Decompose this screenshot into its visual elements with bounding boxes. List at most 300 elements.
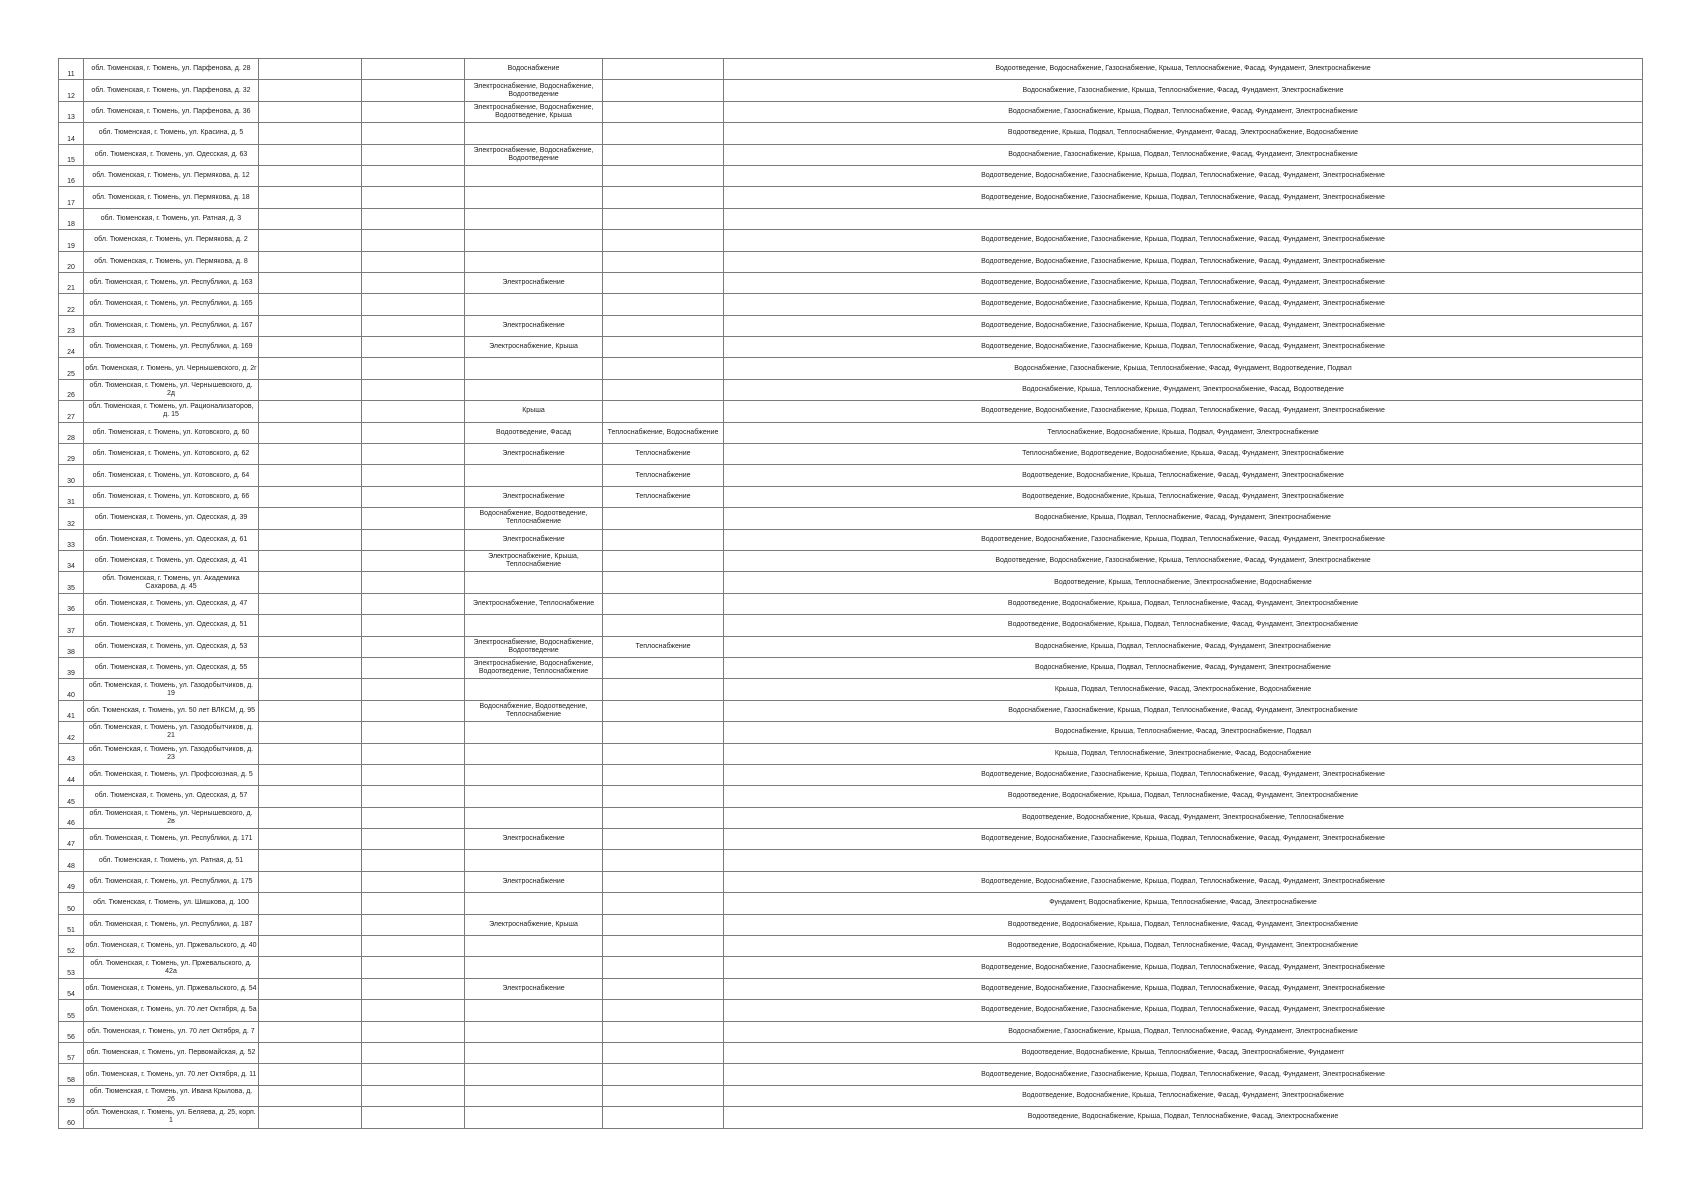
row-number-cell: 18 <box>59 208 84 229</box>
empty-cell <box>259 850 362 871</box>
works-extra-cell <box>603 230 724 251</box>
row-number-cell: 22 <box>59 294 84 315</box>
empty-cell <box>362 764 465 785</box>
works-cell: Электроснабжение <box>465 529 603 550</box>
row-number-cell: 59 <box>59 1085 84 1106</box>
empty-cell <box>362 829 465 850</box>
row-number-cell: 46 <box>59 807 84 828</box>
empty-cell <box>362 657 465 678</box>
empty-cell <box>259 957 362 978</box>
empty-cell <box>259 208 362 229</box>
table-row <box>59 1085 1643 1106</box>
elements-cell: Водоотведение, Водоснабжение, Газоснабжение, Крыша, Подвал, Теплоснабжение, Фасад, Фундамент, Электроснабжение <box>724 978 1643 999</box>
works-cell <box>465 465 603 486</box>
works-extra-cell <box>603 123 724 144</box>
works-extra-cell <box>603 208 724 229</box>
works-extra-cell <box>603 893 724 914</box>
works-extra-cell <box>603 59 724 80</box>
table-row <box>59 379 1643 400</box>
works-extra-cell <box>603 850 724 871</box>
works-cell <box>465 294 603 315</box>
elements-cell: Водоснабжение, Крыша, Подвал, Теплоснабжение, Фасад, Фундамент, Электроснабжение <box>724 636 1643 657</box>
table-row <box>59 165 1643 186</box>
empty-cell <box>362 1021 465 1042</box>
elements-cell: Водоотведение, Водоснабжение, Газоснабжение, Крыша, Подвал, Теплоснабжение, Фасад, Фундамент, Электроснабжение <box>724 529 1643 550</box>
works-cell: Электроснабжение, Водоснабжение, Водоотведение, Теплоснабжение <box>465 657 603 678</box>
works-extra-cell <box>603 272 724 293</box>
table-row <box>59 871 1643 892</box>
address-cell: обл. Тюменская, г. Тюмень, ул. Парфенова, д. 28 <box>84 59 259 80</box>
table-row <box>59 208 1643 229</box>
works-extra-cell <box>603 294 724 315</box>
address-cell: обл. Тюменская, г. Тюмень, ул. Пржевальского, д. 54 <box>84 978 259 999</box>
elements-cell: Теплоснабжение, Водоотведение, Водоснабжение, Крыша, Фасад, Фундамент, Электроснабжение <box>724 444 1643 465</box>
table-row <box>59 422 1643 443</box>
works-extra-cell <box>603 679 724 700</box>
row-number-cell: 19 <box>59 230 84 251</box>
table-row <box>59 315 1643 336</box>
elements-cell: Водоотведение, Водоснабжение, Газоснабжение, Крыша, Подвал, Теплоснабжение, Фасад, Фундамент, Электроснабжение <box>724 401 1643 422</box>
address-cell: обл. Тюменская, г. Тюмень, ул. Республики, д. 169 <box>84 337 259 358</box>
address-cell: обл. Тюменская, г. Тюмень, ул. Республики, д. 175 <box>84 871 259 892</box>
table-row <box>59 764 1643 785</box>
empty-cell <box>362 272 465 293</box>
address-cell: обл. Тюменская, г. Тюмень, ул. Пермякова, д. 8 <box>84 251 259 272</box>
elements-cell: Водоотведение, Водоснабжение, Газоснабжение, Крыша, Подвал, Теплоснабжение, Фасад, Фундамент, Электроснабжение <box>724 337 1643 358</box>
empty-cell <box>259 615 362 636</box>
elements-cell: Водоотведение, Водоснабжение, Газоснабжение, Крыша, Подвал, Теплоснабжение, Фасад, Фундамент, Электроснабжение <box>724 871 1643 892</box>
address-cell: обл. Тюменская, г. Тюмень, ул. Академика Сахарова, д. 45 <box>84 572 259 593</box>
works-extra-cell <box>603 251 724 272</box>
row-number-cell: 28 <box>59 422 84 443</box>
address-cell: обл. Тюменская, г. Тюмень, ул. Котовского, д. 62 <box>84 444 259 465</box>
row-number-cell: 27 <box>59 401 84 422</box>
empty-cell <box>259 1021 362 1042</box>
works-extra-cell <box>603 1042 724 1063</box>
address-cell: обл. Тюменская, г. Тюмень, ул. Первомайская, д. 52 <box>84 1042 259 1063</box>
address-cell: обл. Тюменская, г. Тюмень, ул. Республики, д. 187 <box>84 914 259 935</box>
address-cell: обл. Тюменская, г. Тюмень, ул. Одесская, д. 41 <box>84 550 259 571</box>
address-cell: обл. Тюменская, г. Тюмень, ул. Парфенова, д. 32 <box>84 80 259 101</box>
row-number-cell: 31 <box>59 486 84 507</box>
works-cell <box>465 615 603 636</box>
row-number-cell: 33 <box>59 529 84 550</box>
works-extra-cell <box>603 144 724 165</box>
elements-cell: Водоотведение, Водоснабжение, Крыша, Подвал, Теплоснабжение, Фасад, Фундамент, Электроснабжение <box>724 593 1643 614</box>
elements-cell: Водоснабжение, Газоснабжение, Крыша, Теплоснабжение, Фасад, Фундамент, Водоотведение, Подвал <box>724 358 1643 379</box>
empty-cell <box>362 337 465 358</box>
empty-cell <box>259 722 362 743</box>
works-extra-cell <box>603 337 724 358</box>
address-cell: обл. Тюменская, г. Тюмень, ул. Пермякова, д. 12 <box>84 165 259 186</box>
row-number-cell: 45 <box>59 786 84 807</box>
works-extra-cell <box>603 957 724 978</box>
elements-cell: Водоснабжение, Крыша, Теплоснабжение, Фундамент, Электроснабжение, Фасад, Водоотведение <box>724 379 1643 400</box>
elements-cell: Водоотведение, Водоснабжение, Крыша, Подвал, Теплоснабжение, Фасад, Электроснабжение <box>724 1107 1643 1128</box>
works-cell: Электроснабжение <box>465 272 603 293</box>
row-number-cell: 40 <box>59 679 84 700</box>
table-row <box>59 593 1643 614</box>
empty-cell <box>259 679 362 700</box>
elements-cell: Водоотведение, Водоснабжение, Крыша, Теплоснабжение, Фасад, Электроснабжение, Фундамент <box>724 1042 1643 1063</box>
table-row <box>59 1107 1643 1128</box>
row-number-cell: 53 <box>59 957 84 978</box>
empty-cell <box>362 743 465 764</box>
elements-cell: Водоотведение, Водоснабжение, Газоснабжение, Крыша, Подвал, Теплоснабжение, Фасад, Фундамент, Электроснабжение <box>724 829 1643 850</box>
elements-cell: Водоотведение, Водоснабжение, Газоснабжение, Крыша, Подвал, Теплоснабжение, Фасад, Фундамент, Электроснабжение <box>724 272 1643 293</box>
elements-cell: Водоснабжение, Газоснабжение, Крыша, Подвал, Теплоснабжение, Фасад, Фундамент, Электроснабжение <box>724 101 1643 122</box>
table-row <box>59 572 1643 593</box>
table-row <box>59 1000 1643 1021</box>
works-extra-cell <box>603 1107 724 1128</box>
table-row <box>59 80 1643 101</box>
empty-cell <box>259 529 362 550</box>
elements-cell: Водоотведение, Водоснабжение, Газоснабжение, Крыша, Теплоснабжение, Фасад, Фундамент, Электроснабжение <box>724 59 1643 80</box>
empty-cell <box>362 700 465 721</box>
empty-cell <box>259 444 362 465</box>
empty-cell <box>362 379 465 400</box>
works-extra-cell <box>603 978 724 999</box>
works-cell <box>465 208 603 229</box>
works-cell: Водоснабжение <box>465 59 603 80</box>
address-cell: обл. Тюменская, г. Тюмень, ул. Одесская, д. 61 <box>84 529 259 550</box>
elements-cell: Водоотведение, Водоснабжение, Газоснабжение, Крыша, Подвал, Теплоснабжение, Фасад, Фундамент, Электроснабжение <box>724 251 1643 272</box>
works-extra-cell <box>603 786 724 807</box>
works-cell <box>465 936 603 957</box>
address-cell: обл. Тюменская, г. Тюмень, ул. Пржевальского, д. 40 <box>84 936 259 957</box>
address-cell: обл. Тюменская, г. Тюмень, ул. Котовского, д. 66 <box>84 486 259 507</box>
works-cell <box>465 1021 603 1042</box>
elements-cell: Водоотведение, Водоснабжение, Газоснабжение, Крыша, Подвал, Теплоснабжение, Фасад, Фундамент, Электроснабжение <box>724 315 1643 336</box>
table-row <box>59 850 1643 871</box>
empty-cell <box>362 593 465 614</box>
works-extra-cell <box>603 743 724 764</box>
empty-cell <box>259 1042 362 1063</box>
table-row <box>59 1042 1643 1063</box>
row-number-cell: 25 <box>59 358 84 379</box>
elements-cell: Водоотведение, Водоснабжение, Газоснабжение, Крыша, Подвал, Теплоснабжение, Фасад, Фундамент, Электроснабжение <box>724 294 1643 315</box>
works-cell: Электроснабжение, Водоснабжение, Водоотведение, Крыша <box>465 101 603 122</box>
table-row <box>59 1064 1643 1085</box>
works-cell: Электроснабжение, Крыша, Теплоснабжение <box>465 550 603 571</box>
elements-cell <box>724 208 1643 229</box>
elements-cell: Водоотведение, Водоснабжение, Крыша, Фасад, Фундамент, Электроснабжение, Теплоснабжение <box>724 807 1643 828</box>
table-row <box>59 978 1643 999</box>
empty-cell <box>362 401 465 422</box>
empty-cell <box>259 636 362 657</box>
table-row <box>59 1021 1643 1042</box>
empty-cell <box>259 936 362 957</box>
empty-cell <box>259 572 362 593</box>
elements-cell <box>724 850 1643 871</box>
works-cell <box>465 893 603 914</box>
works-cell: Водоснабжение, Водоотведение, Теплоснабжение <box>465 700 603 721</box>
empty-cell <box>259 593 362 614</box>
works-cell <box>465 187 603 208</box>
empty-cell <box>362 1064 465 1085</box>
works-extra-cell <box>603 657 724 678</box>
empty-cell <box>362 807 465 828</box>
table-row <box>59 914 1643 935</box>
table-row <box>59 358 1643 379</box>
empty-cell <box>362 230 465 251</box>
empty-cell <box>362 850 465 871</box>
empty-cell <box>259 123 362 144</box>
empty-cell <box>362 144 465 165</box>
address-cell: обл. Тюменская, г. Тюмень, ул. Одесская, д. 47 <box>84 593 259 614</box>
address-cell: обл. Тюменская, г. Тюмень, ул. 70 лет Октября, д. 11 <box>84 1064 259 1085</box>
works-cell <box>465 1000 603 1021</box>
table-row <box>59 444 1643 465</box>
elements-cell: Водоотведение, Крыша, Теплоснабжение, Электроснабжение, Водоснабжение <box>724 572 1643 593</box>
address-cell: обл. Тюменская, г. Тюмень, ул. Одесская, д. 57 <box>84 786 259 807</box>
works-cell <box>465 722 603 743</box>
empty-cell <box>362 1042 465 1063</box>
table-row <box>59 123 1643 144</box>
works-cell <box>465 379 603 400</box>
works-cell <box>465 1042 603 1063</box>
table-row <box>59 615 1643 636</box>
works-extra-cell: Теплоснабжение <box>603 465 724 486</box>
empty-cell <box>259 358 362 379</box>
table-row <box>59 486 1643 507</box>
address-cell: обл. Тюменская, г. Тюмень, ул. Чернышевского, д. 2в <box>84 807 259 828</box>
works-extra-cell <box>603 401 724 422</box>
works-extra-cell: Теплоснабжение <box>603 444 724 465</box>
works-extra-cell <box>603 379 724 400</box>
works-extra-cell <box>603 1000 724 1021</box>
address-cell: обл. Тюменская, г. Тюмень, ул. 70 лет Октября, д. 5а <box>84 1000 259 1021</box>
row-number-cell: 56 <box>59 1021 84 1042</box>
empty-cell <box>362 251 465 272</box>
empty-cell <box>259 80 362 101</box>
address-cell: обл. Тюменская, г. Тюмень, ул. Ивана Крылова, д. 26 <box>84 1085 259 1106</box>
row-number-cell: 29 <box>59 444 84 465</box>
works-cell <box>465 743 603 764</box>
empty-cell <box>362 465 465 486</box>
empty-cell <box>362 59 465 80</box>
empty-cell <box>362 871 465 892</box>
row-number-cell: 43 <box>59 743 84 764</box>
works-cell: Электроснабжение, Теплоснабжение <box>465 593 603 614</box>
works-extra-cell <box>603 871 724 892</box>
empty-cell <box>362 80 465 101</box>
works-extra-cell <box>603 187 724 208</box>
row-number-cell: 30 <box>59 465 84 486</box>
address-cell: обл. Тюменская, г. Тюмень, ул. Газодобытчиков, д. 23 <box>84 743 259 764</box>
address-cell: обл. Тюменская, г. Тюмень, ул. Пржевальского, д. 42а <box>84 957 259 978</box>
empty-cell <box>362 1085 465 1106</box>
row-number-cell: 55 <box>59 1000 84 1021</box>
works-extra-cell <box>603 722 724 743</box>
table-row <box>59 936 1643 957</box>
table-row <box>59 508 1643 529</box>
works-extra-cell: Теплоснабжение <box>603 486 724 507</box>
empty-cell <box>362 550 465 571</box>
elements-cell: Водоотведение, Водоснабжение, Крыша, Подвал, Теплоснабжение, Фасад, Фундамент, Электроснабжение <box>724 914 1643 935</box>
works-cell <box>465 1064 603 1085</box>
elements-cell: Водоотведение, Водоснабжение, Газоснабжение, Крыша, Подвал, Теплоснабжение, Фасад, Фундамент, Электроснабжение <box>724 230 1643 251</box>
empty-cell <box>259 337 362 358</box>
empty-cell <box>259 914 362 935</box>
works-extra-cell <box>603 807 724 828</box>
works-cell: Электроснабжение, Крыша <box>465 914 603 935</box>
works-extra-cell <box>603 914 724 935</box>
works-cell: Электроснабжение, Водоснабжение, Водоотведение <box>465 636 603 657</box>
empty-cell <box>259 272 362 293</box>
elements-cell: Водоотведение, Водоснабжение, Крыша, Подвал, Теплоснабжение, Фасад, Фундамент, Электроснабжение <box>724 615 1643 636</box>
address-cell: обл. Тюменская, г. Тюмень, ул. Пермякова, д. 2 <box>84 230 259 251</box>
row-number-cell: 37 <box>59 615 84 636</box>
works-cell: Электроснабжение <box>465 871 603 892</box>
empty-cell <box>259 550 362 571</box>
row-number-cell: 41 <box>59 700 84 721</box>
empty-cell <box>259 871 362 892</box>
address-cell: обл. Тюменская, г. Тюмень, ул. Парфенова, д. 36 <box>84 101 259 122</box>
works-extra-cell <box>603 101 724 122</box>
row-number-cell: 54 <box>59 978 84 999</box>
works-cell <box>465 251 603 272</box>
works-cell: Электроснабжение <box>465 315 603 336</box>
works-cell <box>465 1085 603 1106</box>
row-number-cell: 36 <box>59 593 84 614</box>
empty-cell <box>362 508 465 529</box>
row-number-cell: 13 <box>59 101 84 122</box>
empty-cell <box>259 165 362 186</box>
empty-cell <box>259 764 362 785</box>
empty-cell <box>259 315 362 336</box>
row-number-cell: 16 <box>59 165 84 186</box>
address-cell: обл. Тюменская, г. Тюмень, ул. Одесская, д. 55 <box>84 657 259 678</box>
row-number-cell: 42 <box>59 722 84 743</box>
works-cell <box>465 572 603 593</box>
empty-cell <box>259 230 362 251</box>
empty-cell <box>362 978 465 999</box>
works-extra-cell <box>603 508 724 529</box>
table-row <box>59 657 1643 678</box>
empty-cell <box>362 422 465 443</box>
table-row <box>59 679 1643 700</box>
empty-cell <box>362 208 465 229</box>
table-row <box>59 187 1643 208</box>
works-cell: Электроснабжение <box>465 829 603 850</box>
empty-cell <box>259 144 362 165</box>
table-body <box>59 59 1643 1129</box>
works-extra-cell: Теплоснабжение, Водоснабжение <box>603 422 724 443</box>
table-row <box>59 101 1643 122</box>
table-row <box>59 700 1643 721</box>
table-row <box>59 337 1643 358</box>
empty-cell <box>259 465 362 486</box>
table-row <box>59 529 1643 550</box>
works-cell <box>465 123 603 144</box>
works-extra-cell <box>603 764 724 785</box>
works-cell: Электроснабжение <box>465 486 603 507</box>
address-cell: обл. Тюменская, г. Тюмень, ул. 70 лет Октября, д. 7 <box>84 1021 259 1042</box>
elements-cell: Водоснабжение, Газоснабжение, Крыша, Подвал, Теплоснабжение, Фасад, Фундамент, Электроснабжение <box>724 700 1643 721</box>
empty-cell <box>259 486 362 507</box>
address-cell: обл. Тюменская, г. Тюмень, ул. Котовского, д. 64 <box>84 465 259 486</box>
empty-cell <box>259 893 362 914</box>
empty-cell <box>362 1000 465 1021</box>
elements-cell: Фундамент, Водоснабжение, Крыша, Теплоснабжение, Фасад, Электроснабжение <box>724 893 1643 914</box>
works-cell: Электроснабжение <box>465 444 603 465</box>
empty-cell <box>259 743 362 764</box>
empty-cell <box>259 422 362 443</box>
table-row <box>59 743 1643 764</box>
address-cell: обл. Тюменская, г. Тюмень, ул. Республики, д. 171 <box>84 829 259 850</box>
works-extra-cell <box>603 358 724 379</box>
works-extra-cell <box>603 550 724 571</box>
table-row <box>59 807 1643 828</box>
works-extra-cell <box>603 1085 724 1106</box>
empty-cell <box>362 1107 465 1128</box>
address-cell: обл. Тюменская, г. Тюмень, ул. Чернышевского, д. 2д <box>84 379 259 400</box>
row-number-cell: 58 <box>59 1064 84 1085</box>
elements-cell: Водоснабжение, Крыша, Подвал, Теплоснабжение, Фасад, Фундамент, Электроснабжение <box>724 508 1643 529</box>
works-extra-cell <box>603 165 724 186</box>
empty-cell <box>362 123 465 144</box>
row-number-cell: 48 <box>59 850 84 871</box>
empty-cell <box>362 572 465 593</box>
works-cell <box>465 679 603 700</box>
address-cell: обл. Тюменская, г. Тюмень, ул. Одесская, д. 39 <box>84 508 259 529</box>
table-row <box>59 829 1643 850</box>
row-number-cell: 38 <box>59 636 84 657</box>
empty-cell <box>362 914 465 935</box>
elements-cell: Водоснабжение, Крыша, Теплоснабжение, Фасад, Электроснабжение, Подвал <box>724 722 1643 743</box>
address-cell: обл. Тюменская, г. Тюмень, ул. Пермякова, д. 18 <box>84 187 259 208</box>
empty-cell <box>259 657 362 678</box>
works-extra-cell <box>603 1021 724 1042</box>
empty-cell <box>362 636 465 657</box>
works-extra-cell <box>603 829 724 850</box>
table-row <box>59 59 1643 80</box>
works-cell <box>465 165 603 186</box>
empty-cell <box>362 187 465 208</box>
address-cell: обл. Тюменская, г. Тюмень, ул. Ратная, д. 51 <box>84 850 259 871</box>
empty-cell <box>259 59 362 80</box>
elements-cell: Теплоснабжение, Водоснабжение, Крыша, Подвал, Фундамент, Электроснабжение <box>724 422 1643 443</box>
table-row <box>59 893 1643 914</box>
elements-cell: Водоотведение, Водоснабжение, Газоснабжение, Крыша, Подвал, Теплоснабжение, Фасад, Фундамент, Электроснабжение <box>724 187 1643 208</box>
elements-cell: Водоотведение, Водоснабжение, Газоснабжение, Крыша, Подвал, Теплоснабжение, Фасад, Фундамент, Электроснабжение <box>724 165 1643 186</box>
row-number-cell: 15 <box>59 144 84 165</box>
row-number-cell: 21 <box>59 272 84 293</box>
address-cell: обл. Тюменская, г. Тюмень, ул. Республики, д. 163 <box>84 272 259 293</box>
empty-cell <box>259 379 362 400</box>
address-cell: обл. Тюменская, г. Тюмень, ул. Красина, д. 5 <box>84 123 259 144</box>
table-row <box>59 251 1643 272</box>
row-number-cell: 60 <box>59 1107 84 1128</box>
row-number-cell: 39 <box>59 657 84 678</box>
row-number-cell: 14 <box>59 123 84 144</box>
empty-cell <box>362 101 465 122</box>
empty-cell <box>362 444 465 465</box>
empty-cell <box>259 1085 362 1106</box>
empty-cell <box>362 786 465 807</box>
address-cell: обл. Тюменская, г. Тюмень, ул. Ратная, д. 3 <box>84 208 259 229</box>
row-number-cell: 57 <box>59 1042 84 1063</box>
table-row <box>59 401 1643 422</box>
works-cell <box>465 850 603 871</box>
empty-cell <box>259 1000 362 1021</box>
elements-cell: Водоотведение, Водоснабжение, Газоснабжение, Крыша, Теплоснабжение, Фасад, Фундамент, Электроснабжение <box>724 550 1643 571</box>
repair-table <box>58 58 1643 1129</box>
empty-cell <box>362 722 465 743</box>
address-cell: обл. Тюменская, г. Тюмень, ул. Шишкова, д. 100 <box>84 893 259 914</box>
address-cell: обл. Тюменская, г. Тюмень, ул. Рационализаторов, д. 15 <box>84 401 259 422</box>
